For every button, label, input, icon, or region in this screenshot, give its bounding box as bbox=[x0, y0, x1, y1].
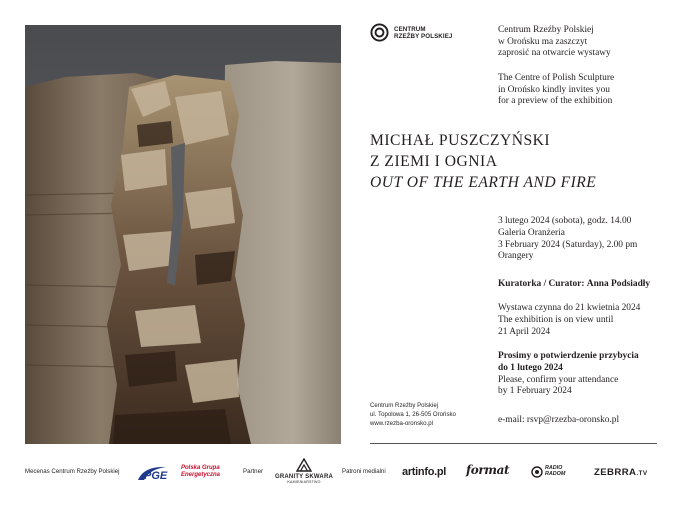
zebrra-name: ZEBRRA bbox=[594, 467, 637, 478]
date-pl: 3 lutego 2024 (sobota), godz. 14.00 bbox=[498, 216, 632, 226]
rsvp bbox=[498, 351, 639, 398]
invitation-polish bbox=[498, 25, 611, 60]
address-line: ul. Topolowa 1, 26-505 Orońsko bbox=[370, 411, 456, 419]
invitation-en-line: The Centre of Polish Sculpture bbox=[498, 73, 615, 83]
curator-name: Anna Podsiadły bbox=[586, 279, 651, 289]
zebrra-tv: .TV bbox=[636, 470, 648, 477]
radio-line-2: RADOM bbox=[545, 471, 566, 477]
invitation-pl-line: w Orońsku ma zaszczyt bbox=[498, 36, 588, 47]
pge-name-2: Energetyczna bbox=[181, 472, 221, 478]
exhibition-photo bbox=[25, 25, 341, 444]
exhibition-title bbox=[370, 130, 596, 193]
pge-logo-icon bbox=[136, 464, 180, 482]
view-pl: Wystawa czynna do 21 kwietnia 2024 bbox=[498, 303, 641, 313]
venue-pl: Galeria Oranżeria bbox=[498, 227, 565, 238]
curator-label: Kuratorka / Curator: bbox=[498, 279, 585, 289]
format-logo: format bbox=[466, 463, 510, 477]
logo-line-1: CENTRUM bbox=[394, 25, 426, 33]
curator bbox=[498, 279, 650, 291]
exhibition-dates bbox=[498, 303, 640, 338]
ceramic-sculpture-photo bbox=[25, 25, 341, 444]
artist-name: MICHAŁ PUSZCZYŃSKI bbox=[370, 132, 551, 149]
event-date-venue bbox=[498, 216, 637, 263]
view-en-1: The exhibition is on view until bbox=[498, 314, 614, 325]
radio-waves-icon bbox=[531, 466, 543, 478]
address-block bbox=[370, 401, 456, 429]
rsvp-email[interactable] bbox=[498, 415, 619, 427]
artinfo-logo: artinfo.pl bbox=[402, 466, 447, 478]
date-en: 3 February 2024 (Saturday), 2.00 pm bbox=[498, 239, 638, 250]
rsvp-pl-1: Prosimy o potwierdzenie przybycia bbox=[498, 351, 639, 361]
pge-logo-text: PGE bbox=[144, 470, 168, 482]
venue-en: Orangery bbox=[498, 251, 534, 262]
centrum-logo bbox=[370, 23, 452, 42]
media-patrons-label: Patroni medialni bbox=[342, 468, 386, 475]
rsvp-en-1: Please, confirm your attendance bbox=[498, 374, 619, 385]
logo-line-2: RZEŹBY POLSKIEJ bbox=[394, 32, 453, 40]
granity-name: GRANITY SKWARA bbox=[274, 474, 334, 480]
patron-label: Mecenas Centrum Rzeźby Polskiej bbox=[25, 468, 120, 475]
granity-skwara-logo bbox=[272, 458, 336, 484]
granity-sub: KAMIENIARSTWO bbox=[287, 480, 321, 484]
view-en-2: 21 April 2024 bbox=[498, 326, 551, 337]
invitation-en-line: in Orońsko kindly invites you bbox=[498, 84, 610, 95]
pge-name-1: Polska Grupa bbox=[181, 465, 220, 471]
invitation-pl-line: zaprosić na otwarcie wystawy bbox=[498, 48, 611, 59]
zebrra-tv-logo bbox=[594, 467, 648, 478]
radio-radom-logo bbox=[531, 466, 565, 478]
website-link[interactable]: www.rzezba-oronsko.pl bbox=[370, 420, 433, 428]
address-line: Centrum Rzeźby Polskiej bbox=[370, 402, 439, 409]
logo-wordmark bbox=[394, 26, 452, 40]
invitation-en-line: for a preview of the exhibition bbox=[498, 96, 613, 107]
pge-name bbox=[181, 465, 220, 479]
radio-line-1: RADIO bbox=[545, 465, 563, 472]
rsvp-en-2: by 1 February 2024 bbox=[498, 386, 572, 397]
invitation-english bbox=[498, 73, 614, 108]
granity-mountain-icon bbox=[296, 458, 312, 472]
title-english: OUT OF THE EARTH AND FIRE bbox=[370, 174, 597, 191]
divider bbox=[370, 443, 657, 444]
spiral-logo-icon bbox=[370, 23, 389, 42]
email-link[interactable]: e-mail: rsvp@rzezba-oronsko.pl bbox=[498, 415, 620, 425]
partner-label: Partner bbox=[243, 468, 263, 475]
sponsor-footer bbox=[0, 456, 680, 496]
invitation-pl-line: Centrum Rzeźby Polskiej bbox=[498, 25, 594, 35]
curator-line bbox=[498, 279, 650, 291]
title-polish: Z ZIEMI I OGNIA bbox=[370, 153, 498, 170]
radio-radom-text bbox=[545, 466, 565, 477]
rsvp-pl-2: do 1 lutego 2024 bbox=[498, 362, 563, 373]
